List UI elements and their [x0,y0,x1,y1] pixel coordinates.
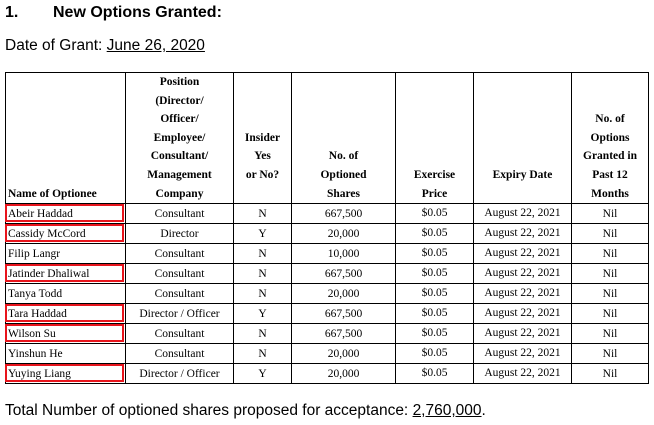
insider-cell: N [234,244,292,264]
position-cell: Consultant [126,344,234,364]
options-granted-cell: Nil [572,264,649,284]
section-number: 1. [5,4,19,21]
optionee-name: Cassidy McCord [6,224,126,244]
exercise-price-cell: $0.05 [396,244,474,264]
expiry-date-cell: August 22, 2021 [474,204,572,224]
exercise-price-cell: $0.05 [396,264,474,284]
expiry-date-cell: August 22, 2021 [474,284,572,304]
date-of-grant-line [5,37,205,55]
options-granted-cell: Nil [572,304,649,324]
expiry-date-cell: August 22, 2021 [474,224,572,244]
header-shares: No. of Optioned Shares [292,73,396,204]
exercise-price-cell: $0.05 [396,224,474,244]
position-cell: Consultant [126,324,234,344]
exercise-price-cell: $0.05 [396,204,474,224]
header-expiry: Expiry Date [474,73,572,204]
insider-cell: N [234,344,292,364]
optionee-name: Abeir Haddad [6,204,126,224]
shares-cell: 10,000 [292,244,396,264]
shares-cell: 20,000 [292,344,396,364]
insider-cell: N [234,264,292,284]
shares-cell: 667,500 [292,264,396,284]
table-header-row [6,73,649,204]
header-granted: No. of Options Granted in Past 12 Months [572,73,649,204]
optionee-name: Wilson Su [6,324,126,344]
insider-cell: N [234,204,292,224]
expiry-date-cell: August 22, 2021 [474,244,572,264]
optionee-name: Filip Langr [6,244,126,264]
options-granted-cell: Nil [572,344,649,364]
position-cell: Consultant [126,264,234,284]
shares-cell: 20,000 [292,284,396,304]
exercise-price-cell: $0.05 [396,304,474,324]
expiry-date-cell: August 22, 2021 [474,344,572,364]
insider-cell: Y [234,224,292,244]
table-row [6,264,649,284]
expiry-date-cell: August 22, 2021 [474,324,572,344]
optionee-name: Yuying Liang [6,364,126,384]
position-cell: Consultant [126,244,234,264]
table-row [6,324,649,344]
position-cell: Director / Officer [126,364,234,384]
exercise-price-cell: $0.05 [396,364,474,384]
optionee-name: Jatinder Dhaliwal [6,264,126,284]
table-row [6,364,649,384]
insider-cell: N [234,324,292,344]
total-value: 2,760,000 [412,402,482,419]
options-granted-cell: Nil [572,284,649,304]
options-table [5,72,649,384]
exercise-price-cell: $0.05 [396,284,474,304]
section-heading [5,4,222,22]
options-granted-cell: Nil [572,324,649,344]
exercise-price-cell: $0.05 [396,324,474,344]
header-price: Exercise Price [396,73,474,204]
insider-cell: N [234,284,292,304]
shares-cell: 20,000 [292,364,396,384]
total-label: Total Number of optioned shares proposed for acceptance: [5,402,409,419]
position-cell: Consultant [126,204,234,224]
optionee-name: Tara Haddad [6,304,126,324]
table-row [6,284,649,304]
header-name: Name of Optionee [6,73,126,204]
header-insider: Insider Yes or No? [234,73,292,204]
table-row [6,204,649,224]
position-cell: Consultant [126,284,234,304]
shares-cell: 20,000 [292,224,396,244]
options-granted-cell: Nil [572,364,649,384]
position-cell: Director / Officer [126,304,234,324]
shares-cell: 667,500 [292,324,396,344]
table-row [6,344,649,364]
options-granted-cell: Nil [572,204,649,224]
table-row [6,244,649,264]
total-line [5,402,486,420]
date-of-grant-label: Date of Grant: [5,37,103,54]
header-position: Position (Director/ Officer/ Employee/ Consultant/ Management Company [126,73,234,204]
optionee-name: Tanya Todd [6,284,126,304]
table-row [6,224,649,244]
expiry-date-cell: August 22, 2021 [474,364,572,384]
date-of-grant-value: June 26, 2020 [106,37,205,54]
insider-cell: Y [234,364,292,384]
section-title: New Options Granted: [53,4,222,21]
options-granted-cell: Nil [572,244,649,264]
optionee-name: Yinshun He [6,344,126,364]
table-row [6,304,649,324]
exercise-price-cell: $0.05 [396,344,474,364]
position-cell: Director [126,224,234,244]
insider-cell: Y [234,304,292,324]
shares-cell: 667,500 [292,204,396,224]
total-suffix: . [481,402,486,419]
expiry-date-cell: August 22, 2021 [474,264,572,284]
expiry-date-cell: August 22, 2021 [474,304,572,324]
options-granted-cell: Nil [572,224,649,244]
shares-cell: 667,500 [292,304,396,324]
